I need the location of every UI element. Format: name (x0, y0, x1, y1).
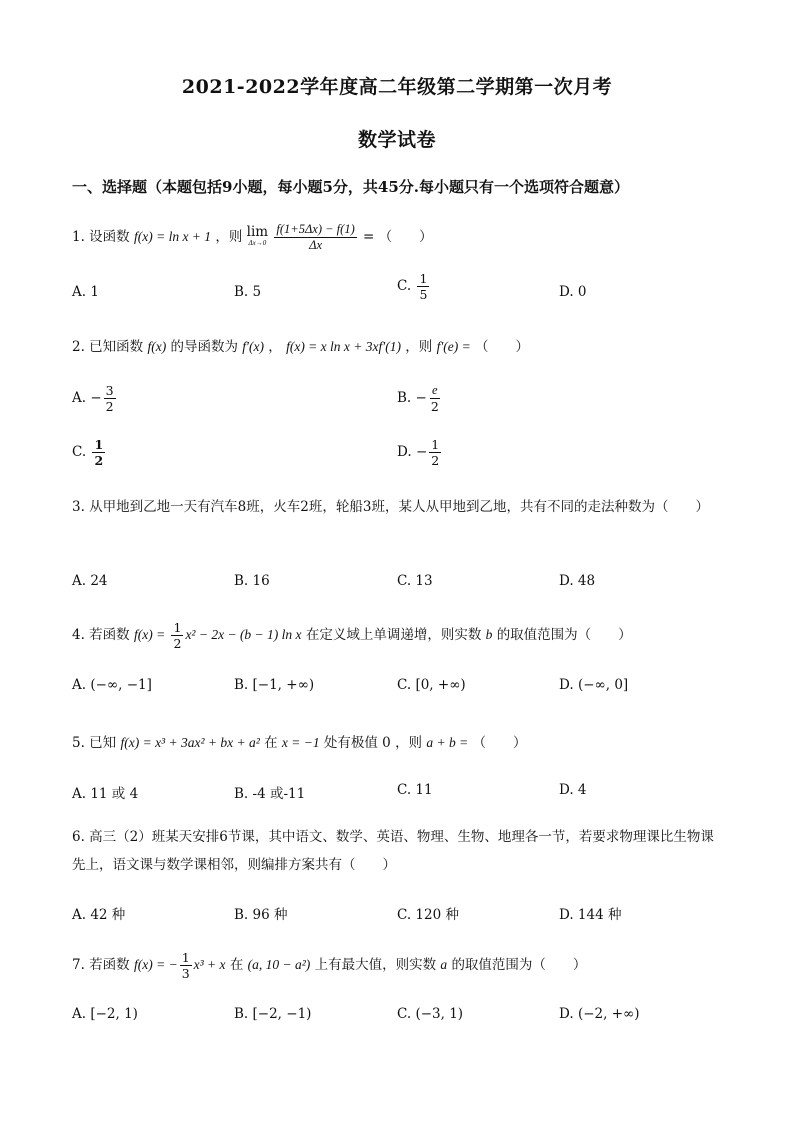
question-4-stem: 4. 若函数 f(x) = $\frac{1}{2}$ x² − 2x − (b − 1) ln x 在定义域上单调递增，则实数 b 的取值范围为（ ） (72, 620, 632, 651)
question-2-stem: 2. 已知函数 f(x) 的导函数为 f′(x) ， f(x) = x ln x + 3xf′(1) ，则 f′(e) = （ ） (72, 339, 530, 355)
option-3c[interactable]: C. 13 (397, 573, 433, 589)
question-3-stem: 3. 从甲地到乙地一天有汽车8班，火车2班，轮船3班，某人从甲地到乙地，共有不同的走法种数为（ ） (72, 499, 709, 515)
option-3d[interactable]: D. 48 (559, 573, 596, 589)
option-5a[interactable]: A. 11 或 4 (72, 786, 139, 802)
exam-subtitle: 数学试卷 (357, 129, 436, 151)
option-1c[interactable]: C. $\frac{1}{5}$ (397, 271, 428, 302)
option-6b[interactable]: B. 96 种 (234, 907, 288, 923)
option-2b[interactable]: B. − $\frac{e}{2}$ (397, 383, 439, 414)
option-6a[interactable]: A. 42 种 (72, 907, 126, 923)
option-7c[interactable]: C. (−3, 1) (397, 1006, 464, 1022)
limit-operator: lim Δx→0 (246, 223, 269, 247)
question-1-stem: 1. 设函数 f(x) = ln x + 1 ，则 lim Δx→0 $\frac{f(1+5\Delta x) - f(1)}{\Delta x}$ = （ ） (72, 222, 433, 252)
option-3a[interactable]: A. 24 (72, 573, 108, 589)
option-4b[interactable]: B. [−1, +∞) (234, 677, 315, 693)
option-4d[interactable]: D. (−∞, 0] (559, 677, 629, 693)
question-7-stem: 7. 若函数 f(x) = − $\frac{1}{3}$ x³ + x 在 (a, 10 − a²) 上有最大值，则实数 a 的取值范围为（ ） (72, 950, 587, 981)
section-heading: 一、选择题（本题包括9小题，每小题5分，共45分.每小题只有一个选项符合题意） (72, 178, 629, 196)
difference-quotient: $\frac{f(1+5\Delta x) - f(1)}{\Delta x}$ (276, 222, 355, 252)
option-2a[interactable]: A. − $\frac{3}{2}$ (72, 383, 114, 414)
option-3b[interactable]: B. 16 (234, 573, 270, 589)
option-2d[interactable]: D. − $\frac{1}{2}$ (397, 437, 440, 468)
option-7b[interactable]: B. [−2, −1) (234, 1006, 312, 1022)
option-2c[interactable]: C. $\frac{1}{2}$ (72, 437, 104, 468)
option-1d[interactable]: D. 0 (559, 284, 587, 300)
option-5b[interactable]: B. -4 或-11 (234, 786, 306, 802)
option-1b[interactable]: B. 5 (234, 284, 262, 300)
option-7d[interactable]: D. (−2, +∞) (559, 1006, 640, 1022)
option-6d[interactable]: D. 144 种 (559, 907, 622, 923)
option-6c[interactable]: C. 120 种 (397, 907, 459, 923)
question-5-stem: 5. 已知 f(x) = x³ + 3ax² + bx + a² 在 x = −1 处有极值 0 ，则 a + b = （ ） (72, 735, 527, 751)
option-5c[interactable]: C. 11 (397, 782, 433, 798)
question-6-stem: 6. 高三（2）班某天安排6节课，其中语文、数学、英语、物理、生物、地理各一节，若要求物理课比生物课先上，语文课与数学课相邻，则编排方案共有（ ） (72, 829, 714, 873)
option-5d[interactable]: D. 4 (559, 782, 587, 798)
option-4a[interactable]: A. (−∞, −1] (72, 677, 152, 693)
option-4c[interactable]: C. [0, +∞) (397, 677, 466, 693)
option-7a[interactable]: A. [−2, 1) (72, 1006, 138, 1022)
function-definition: f(x) = ln x + 1 (133, 229, 212, 244)
option-1a[interactable]: A. 1 (72, 284, 99, 300)
exam-title: 2021-2022学年度高二年级第二学期第一次月考 (181, 76, 613, 98)
